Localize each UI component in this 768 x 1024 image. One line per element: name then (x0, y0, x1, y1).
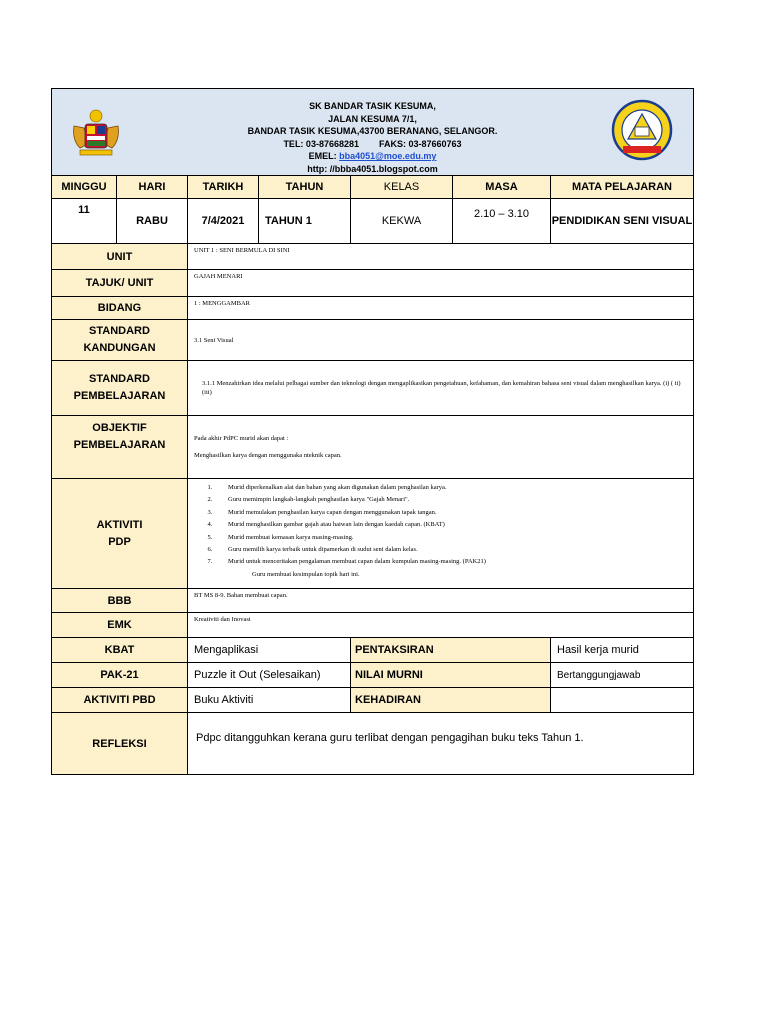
kehadiran-label: KEHADIRAN (351, 688, 551, 713)
standard-pembelajaran-label: STANDARD PEMBELAJARAN (52, 361, 188, 416)
kbat-label: KBAT (52, 638, 188, 663)
pak21-label: PAK-21 (52, 663, 188, 688)
col-masa: MASA (453, 176, 551, 199)
col-tarikh: TARIKH (188, 176, 259, 199)
bbb-label: BBB (52, 589, 188, 613)
list-item: 5. Murid membuat kemasan karya masing-masing. (214, 532, 693, 544)
standard-pembelajaran-value: 3.1.1 Menzahirkan idea melalui pelbagai sumber dan teknologi dengan mengaplikasikan pengetahuan, kefahaman, dan kemahiran bahasa seni visual dalam menghasilkan karya. (i) ( ii) (iii) (188, 361, 694, 416)
list-item: 4. Murid menghasilkan gambar gajah atau haiwan lain dengan kaedah capan. (KBAT) (214, 519, 693, 531)
school-address (52, 89, 693, 175)
school-seal-icon (611, 99, 673, 161)
coat-of-arms-icon (68, 104, 124, 160)
standard-kandungan-value: 3.1 Seni Visual (188, 320, 694, 361)
aktiviti-closing: Guru membuat kesimpulan topik hari ini. (252, 570, 360, 578)
emk-value: Kreativiti dan Inovasi (188, 613, 694, 638)
lesson-plan-table (51, 88, 694, 775)
school-phone-fax: TEL: 03-87668281 FAKS: 03-87660763 (283, 138, 462, 149)
col-mata-pelajaran: MATA PELAJARAN (551, 176, 694, 199)
standard-kandungan-label: STANDARD KANDUNGAN (52, 320, 188, 361)
refleksi-value: Pdpc ditangguhkan kerana guru terlibat dengan pengagihan buku teks Tahun 1. (188, 713, 694, 775)
email-link[interactable]: bba4051@moe.edu.my (339, 151, 437, 161)
objektif-value: Pada akhir PdPC murid akan dapat : Menghasilkan karya dengan menggunaka nteknik capan. (188, 416, 694, 479)
tajuk-value: GAJAH MENARI (188, 270, 694, 297)
nilai-murni-value: Bertanggungjawab (551, 663, 694, 688)
unit-value: UNIT 1 : SENI BERMULA DI SINI (188, 244, 694, 270)
list-item: 7. Murid untuk menceritakan pengalaman membuat capan dalam kumpulan masing-masing. (PAK21) (214, 556, 693, 568)
col-minggu: MINGGU (52, 176, 117, 199)
pentaksiran-value: Hasil kerja murid (551, 638, 694, 663)
kelas-value: KEKWA (351, 199, 453, 244)
school-street: JALAN KESUMA 7/1, (328, 113, 417, 124)
bidang-label: BIDANG (52, 297, 188, 320)
list-item: 1. Murid diperkenalkan alat dan bahan yang akan digunakan dalam penghasilan karya. (214, 482, 693, 494)
tarikh-value: 7/4/2021 (188, 199, 259, 244)
list-item: 3. Murid memulakan penghasilan karya capan dengan menggunakan tapak tangan. (214, 507, 693, 519)
objektif-label: OBJEKTIF PEMBELAJARAN (52, 416, 188, 479)
school-blog-line: http: //bbba4051.blogspot.com (307, 163, 438, 174)
blog-link[interactable]: bbba4051.blogspot.com (334, 163, 438, 174)
pentaksiran-label: PENTAKSIRAN (351, 638, 551, 663)
tahun-value: TAHUN 1 (259, 199, 351, 244)
kbat-value: Mengaplikasi (188, 638, 351, 663)
mata-pelajaran-value: PENDIDIKAN SENI VISUAL (551, 199, 694, 244)
aktiviti-pbd-label: AKTIVITI PBD (52, 688, 188, 713)
bbb-value: BT MS 8-9. Bahan membuat capan. (188, 589, 694, 613)
hari-value: RABU (117, 199, 188, 244)
school-city: BANDAR TASIK KESUMA,43700 BERANANG, SELANGOR. (247, 126, 498, 136)
masa-value: 2.10 – 3.10 (453, 199, 551, 244)
minggu-value: 11 (52, 199, 117, 244)
emk-label: EMK (52, 613, 188, 638)
tajuk-label: TAJUK/ UNIT (52, 270, 188, 297)
nilai-murni-label: NILAI MURNI (351, 663, 551, 688)
col-hari: HARI (117, 176, 188, 199)
pak21-value: Puzzle it Out (Selesaikan) (188, 663, 351, 688)
aktiviti-pbd-value: Buku Aktiviti (188, 688, 351, 713)
list-item: 2. Guru memimpin langkah-langkah penghasilan karya "Gajah Menari". (214, 494, 693, 506)
col-tahun: TAHUN (259, 176, 351, 199)
school-name: SK BANDAR TASIK KESUMA, (309, 101, 436, 111)
aktiviti-value (188, 479, 694, 589)
aktiviti-list (188, 482, 693, 569)
aktiviti-label: AKTIVITI PDP (52, 479, 188, 589)
kehadiran-value (551, 688, 694, 713)
refleksi-label: REFLEKSI (52, 713, 188, 775)
bidang-value: 1 : MENGGAMBAR (188, 297, 694, 320)
school-header (52, 89, 694, 176)
unit-label: UNIT (52, 244, 188, 270)
lesson-plan-document (51, 88, 693, 775)
list-item: 6. Guru memilih karya terbaik untuk dipamerkan di sudut seni dalam kelas. (214, 544, 693, 556)
school-email-line: EMEL: bba4051@moe.edu.my (308, 151, 437, 161)
col-kelas: KELAS (351, 176, 453, 199)
